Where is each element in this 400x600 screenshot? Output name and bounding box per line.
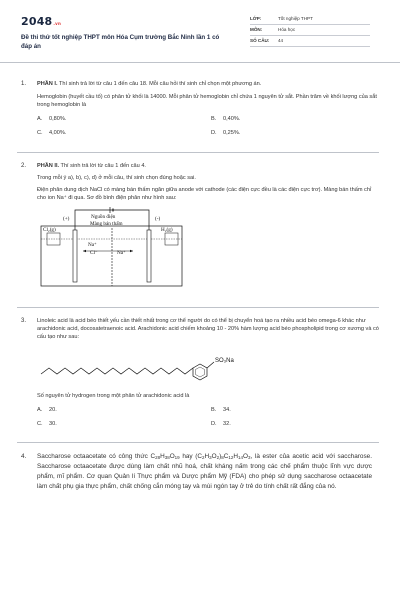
plus-sign: (+) xyxy=(63,215,70,222)
sodium-ion-right: Na⁺ xyxy=(117,249,126,256)
membrane-label: Màng bán thấm xyxy=(90,220,123,227)
option-a[interactable]: A. 20. xyxy=(37,406,57,413)
electrolysis-diagram xyxy=(37,206,372,293)
question-stem: Hemoglobin (huyết cầu tố) có phân tử khối là 14000. Mỗi phân tử hemoglobin chỉ chứa 1 nguyên tử sắt. Phần trăm về khối lượng của sắt trong hemoglobin là xyxy=(37,94,377,109)
site-logo[interactable]: 2048.vn xyxy=(21,15,61,28)
question-stem: Linoleic acid là acid béo thiết yếu cần thiết nhất trong cơ thể người do có thể bị chuyển hoá tạo ra nhiều acid béo omega-6 khác như arachidonic acid, docosatetraenoic acid. Arachidonic acid chiếm khoảng 10 - 20% hàm lượng acid béo phospholipid trong cơ xương và có cấu tạo như sau: xyxy=(37,318,379,341)
molecule-structure xyxy=(37,344,385,389)
instruction: Trong mỗi ý a), b), c), d) ở mỗi câu, thí sinh chọn đúng hoặc sai. xyxy=(37,174,196,181)
question-number: 2. xyxy=(21,162,27,169)
question-2 xyxy=(21,162,372,298)
question-body xyxy=(37,80,385,142)
source-label: Nguồn điện xyxy=(91,213,116,220)
question-number: 1. xyxy=(21,81,27,87)
meta-value: Hóa học xyxy=(278,26,296,32)
question-prompt: Số nguyên tử hydrogen trong một phân tử arachidonic acid là xyxy=(37,392,190,399)
option-b[interactable]: B. 0,40%. xyxy=(211,116,241,123)
meta-label: LỚP: xyxy=(250,15,262,21)
document-title: Đề thi thử tốt nghiệp THPT môn Hóa Cụm trường Bắc Ninh lần 1 có đáp án xyxy=(21,33,220,50)
question-stem: Điện phân dung dịch NaCl có màng bán thấm ngăn giữa anode với cathode (các điện cực đều là các điện cực trơ). Màng bán thấm chỉ cho ion Na⁺ đi qua. Sơ đồ bình điện phân như hình sau: xyxy=(37,186,372,201)
question-number: 4. xyxy=(21,452,27,460)
stem-rest: là ester của acetic acid với saccharose. Saccharose octaacetate được dùng làm chất nhũ hoá, chất kháng nấm trong các chế phẩm thuộc lĩnh vực dược phẩm, mĩ phẩm. Cơ quan Quản lí Thực phẩm và Dược phẩm Mỹ (FDA) cho phép sử dụng saccharose octaacetate làm chất phụ gia thực phẩm, chất chống cắn móng tay và mùi ngón tay ở trẻ do tính chất rất đắng của nó. xyxy=(37,452,372,490)
chloride-ion: Cl⁻ xyxy=(90,249,98,256)
option-d[interactable]: D. 32. xyxy=(211,420,231,427)
exam-meta-table xyxy=(250,14,370,47)
question-3 xyxy=(21,317,379,432)
hydrogen-gas-label: H₂(g) xyxy=(161,226,173,233)
question-divider xyxy=(17,307,379,308)
question-list xyxy=(0,63,400,492)
minus-sign: (-) xyxy=(155,215,161,222)
chlorine-gas-label: Cl₂(g) xyxy=(43,226,56,233)
stem-mid: hay xyxy=(182,452,193,460)
question-divider xyxy=(17,442,379,443)
meta-value: 44 xyxy=(278,37,284,43)
sulfonate-group-label: SO₃Na xyxy=(215,358,234,365)
meta-label: MÔN: xyxy=(250,26,263,32)
stem-lead: Saccharose octaacetate có công thức xyxy=(37,452,148,460)
meta-row-subject xyxy=(250,25,370,36)
question-divider xyxy=(17,152,379,153)
formula-molecular: $C_{28}H_{38}O_{19}$ xyxy=(150,452,180,460)
question-4 xyxy=(21,452,372,492)
sodium-ion-left: Na⁺ xyxy=(88,241,97,248)
option-a[interactable]: A. 0,80%. xyxy=(37,116,67,123)
option-c[interactable]: C. 30. xyxy=(37,420,57,427)
answer-options xyxy=(37,406,385,428)
question-body xyxy=(37,162,372,298)
option-d[interactable]: D. 0,25%. xyxy=(211,130,241,137)
answer-options xyxy=(37,115,385,137)
option-c[interactable]: C. 4,00%. xyxy=(37,130,67,137)
part-intro: PHẦN I. Thí sinh trả lời từ câu 1 đến câu 18. Mỗi câu hỏi thí sinh chỉ chọn một phương án. xyxy=(37,81,262,87)
option-b[interactable]: B. 34. xyxy=(211,406,231,413)
meta-value: Tốt nghiệp THPT xyxy=(278,15,313,21)
question-1 xyxy=(21,80,377,142)
meta-row-count xyxy=(250,36,370,47)
page-header xyxy=(0,0,400,62)
question-body xyxy=(37,317,385,432)
question-body xyxy=(37,452,372,492)
meta-label: SỐ CÂU: xyxy=(250,37,270,43)
part-intro: PHẦN II. Thí sinh trả lời từ câu 1 đến câu 4. xyxy=(37,162,146,169)
meta-row-class xyxy=(250,14,370,25)
question-number: 3. xyxy=(21,318,27,325)
formula-structural: $(C_2H_3O_2)_8C_{12}H_{14}O_3$, xyxy=(195,452,253,460)
